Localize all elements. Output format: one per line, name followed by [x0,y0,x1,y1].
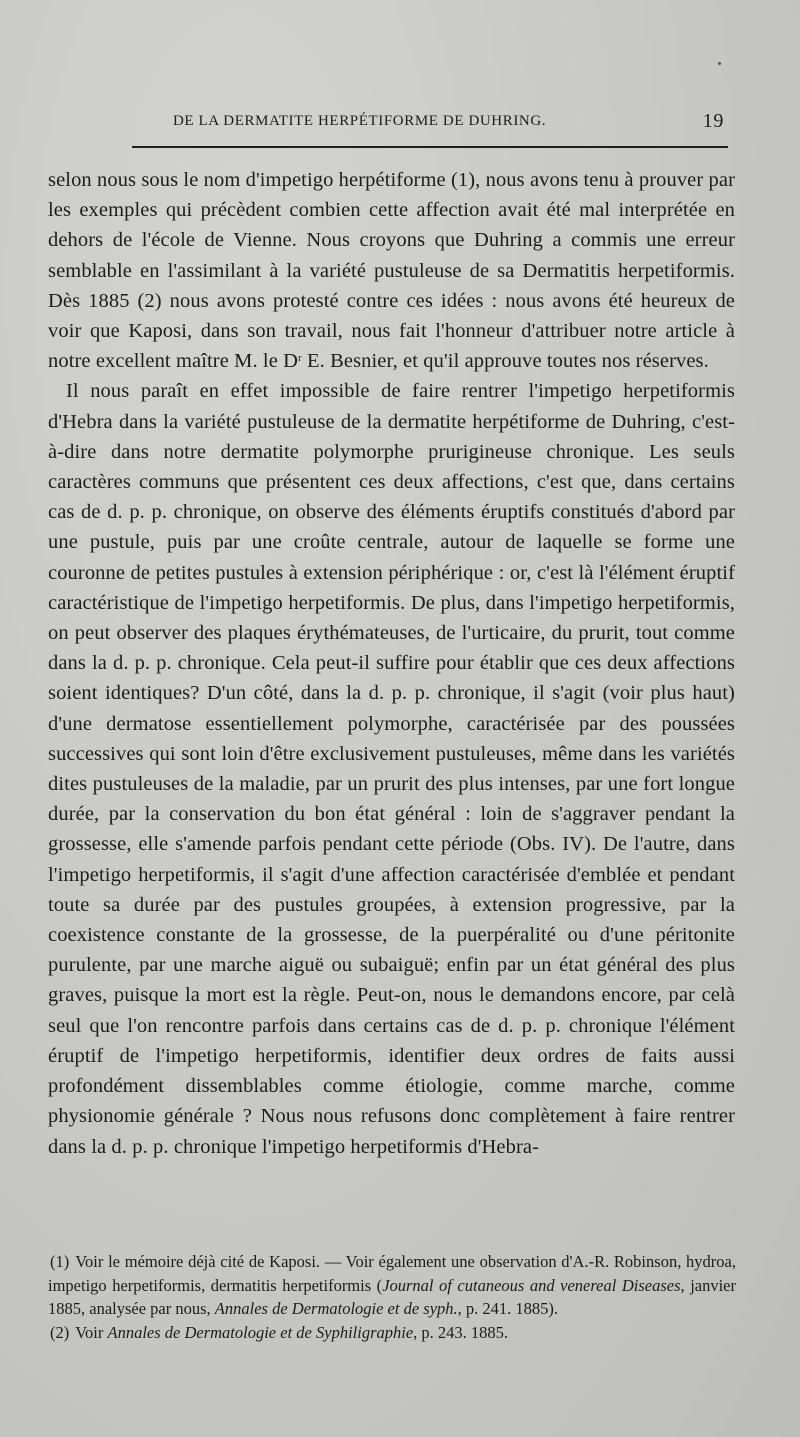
footnote-1-mark: (1) [50,1252,70,1271]
paragraph-1-end: E. Besnier, et qu'il approuve toutes nos réserves. [301,350,709,373]
footnote-2-journal: Annales de Dermatologie et de Syphiligraphie [107,1322,414,1342]
footnote-2-text-a: Voir [75,1322,108,1342]
page-header [48,110,732,137]
footnote-1-text-c: , p. 241. 1885). [457,1299,559,1318]
paragraph-1 [48,165,735,376]
footnote-2-mark: (2) [50,1322,70,1342]
doctor-superscript: r [298,352,302,365]
page-number: 19 [702,110,724,132]
footnote-1-text-b: , janvier 1885, analysée par nous, [48,1275,737,1318]
footnote-1 [48,1250,736,1321]
paragraph-1-text: selon nous sous le nom d'impetigo herpétiforme (1), nous avons tenu à prouver par les exemples qui précèdent combien cette affection avait été mal interprétée en dehors de l'école de Vienne. Nous croyons que Duhring a commis une erreur semblable en l'assimilant à la variété pustuleuse de sa Dermatitis herpetiformis. Dès 1885 (2) nous avons protesté contre ces idées : nous avons été heureux de voir que Kaposi, dans son travail, nous fait l'honneur d'attribuer notre article à notre excellent maître M. le D [48,169,736,373]
footnote-1-journal: Journal of cutaneous and venereal Diseases [382,1275,681,1295]
footnote-2 [48,1321,736,1345]
footnote-1-text-a: Voir le mémoire déjà cité de Kaposi. — Voir également une observation d'A.-R. Robinson, hydroa, impetigo herpetiformis, dermatitis herpetiformis ( [48,1252,736,1295]
running-title: DE LA DERMATITE HERPÉTIFORME DE DUHRING. [173,113,547,129]
footnote-1-annales: Annales de Dermatologie et de syph. [214,1299,458,1318]
page-speck [718,62,721,65]
footnote-2-text-b: , p. 243. 1885. [413,1322,509,1342]
body-text [48,165,735,1162]
paragraph-2: Il nous paraît en effet impossible de faire rentrer l'impetigo herpetiformis d'Hebra dans la variété pustuleuse de la dermatite herpétiforme de Duhring, c'est-à-dire dans notre dermatite polymorphe prurigineuse chronique. Les seuls caractères communs que présentent ces deux affections, c'est que, dans certains cas de d. p. p. chronique, on observe des éléments éruptifs constitués d'abord par une pustule, puis par une croûte centrale, autour de laquelle se forme une couronne de petites pustules à extension périphérique : or, c'est là l'élément éruptif caractéristique de l'impetigo herpetiformis. De plus, dans l'impetigo herpetiformis, on peut observer des plaques érythémateuses, de l'urticaire, du prurit, tout comme dans la d. p. p. chronique. Cela peut-il suffire pour établir que ces deux affections soient identiques? D'un côté, dans la d. p. p. chronique, il s'agit (voir plus haut) d'une dermatose essentiellement polymorphe, caractérisée par des poussées successives qui sont loin d'être exclusivement pustuleuses, même dans les variétés dites pustuleuses de la maladie, par un prurit des plus intenses, par une fort longue durée, par la conservation du bon état général : loin de s'aggraver pendant la grossesse, elle s'amende parfois pendant cette période (Obs. IV). De l'autre, dans l'impetigo herpetiformis, il s'agit d'une affection caractérisée d'emblée et pendant toute sa durée par des pustules groupées, à extension progressive, par la coexistence constante de la grossesse, de la puerpéralité ou d'une péritonite purulente, par une marche aiguë ou subaiguë; enfin par un état général des plus graves, puisque la mort est la règle. Peut-on, nous le demandons encore, par celà seul que l'on rencontre parfois dans certains cas de d. p. p. chronique l'élément éruptif de l'impetigo herpetiformis, identifier deux ordres de faits aussi profondément dissemblables comme étiologie, comme marche, comme physionomie générale ? Nous nous refusons donc complètement à faire rentrer dans la d. p. p. chronique l'impetigo herpetiformis d'Hebra- [48,380,735,1158]
header-rule [132,146,728,148]
footnotes [48,1250,736,1344]
